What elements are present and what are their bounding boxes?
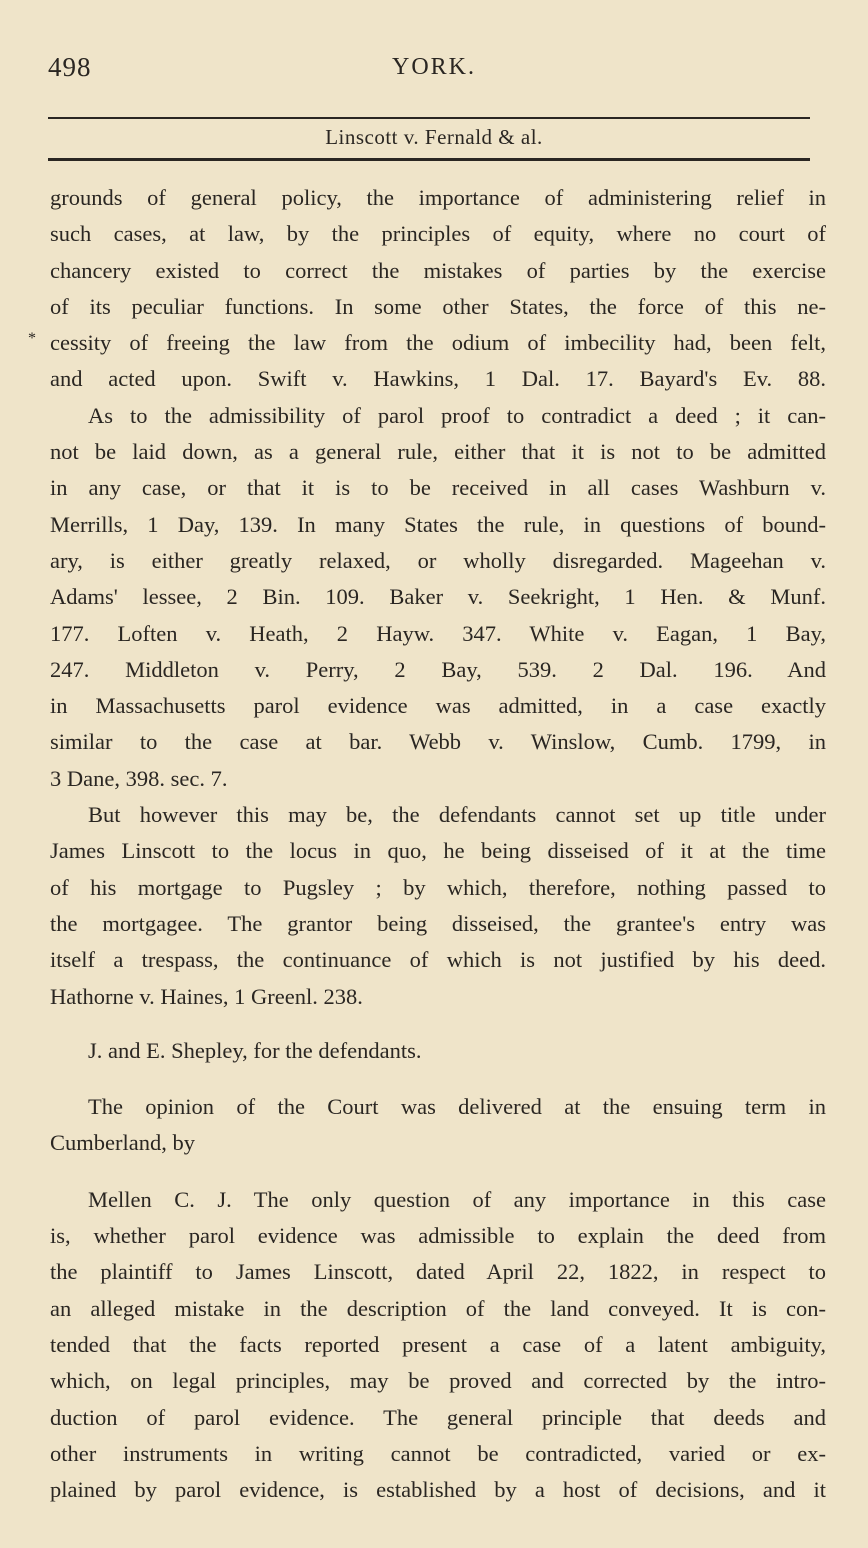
text-line: But however this may be, the defendants cannot set up title under [88,802,826,828]
text-line: plained by parol evidence, is established by a host of decisions, and it [50,1477,826,1503]
text-line: tended that the facts reported present a case of a latent ambiguity, [50,1331,826,1357]
text-line: other instruments in writing cannot be contradicted, varied or ex- [50,1440,826,1466]
text-line: the mortgagee. The grantor being disseised, the grantee's entry was [50,910,826,936]
text-line: chancery existed to correct the mistakes of parties by the exercise [50,257,826,283]
text-line: ary, is either greatly relaxed, or wholly disregarded. Mageehan v. [50,547,826,573]
spacer [50,1069,826,1089]
text-line: grounds of general policy, the importance of administering relief in [50,185,826,210]
text-line: As to the admissibility of parol proof to contradict a deed ; it can- [88,402,826,428]
text-line: duction of parol evidence. The general principle that deeds and [50,1404,826,1430]
text-line: and acted upon. Swift v. Hawkins, 1 Dal. 17. Bayard's Ev. 88. [50,366,826,392]
header-rule-top [48,117,810,119]
page-header [0,52,868,92]
text-line: Cumberland, by [50,1130,195,1156]
text-line: the plaintiff to James Linscott, dated April 22, 1822, in respect to [50,1259,826,1285]
text-line: 177. Loften v. Heath, 2 Hayw. 347. White v. Eagan, 1 Bay, [50,620,826,646]
text-line: The opinion of the Court was delivered at the ensuing term in [88,1094,826,1120]
text-line: which, on legal principles, may be proved and corrected by the intro- [50,1368,826,1394]
page-body [50,180,826,1508]
page-number: 498 [48,52,92,82]
counsel-line: J. and E. Shepley, for the defendants. [88,1037,422,1063]
text-line: 3 Dane, 398. sec. 7. [50,765,228,791]
text-line: Adams' lessee, 2 Bin. 109. Baker v. Seekright, 1 Hen. & Munf. [50,584,826,610]
opinion-start-line: Mellen C. J. The only question of any importance in this case [88,1186,826,1212]
text-line: in any case, or that it is to be received in all cases Washburn v. [50,475,826,501]
text-line: 247. Middleton v. Perry, 2 Bay, 539. 2 Dal. 196. And [50,656,826,682]
text-line: of his mortgage to Pugsley ; by which, therefore, nothing passed to [50,874,826,900]
running-head: YORK. [391,54,476,80]
text-line: in Massachusetts parol evidence was admitted, in a case exactly [50,693,826,719]
text-line: is, whether parol evidence was admissible to explain the deed from [50,1223,826,1249]
text-line: James Linscott to the locus in quo, he being disseised of it at the time [50,838,826,864]
text-line: similar to the case at bar. Webb v. Winslow, Cumb. 1799, in [50,729,826,755]
header-rule-bottom [48,158,810,161]
text-line: itself a trespass, the continuance of which is not justified by his deed. [50,947,826,973]
margin-mark: * [28,330,36,347]
text-line: an alleged mistake in the description of the land conveyed. It is con- [50,1295,826,1321]
text-line: of its peculiar functions. In some other States, the force of this ne- [50,293,826,319]
spacer [50,1015,826,1033]
text-line: cessity of freeing the law from the odium of imbecility had, been felt, [50,330,826,356]
text-line: such cases, at law, by the principles of equity, where no court of [50,221,826,247]
text-line: Hathorne v. Haines, 1 Greenl. 238. [50,983,363,1009]
spacer [50,1162,826,1182]
text-line: Merrills, 1 Day, 139. In many States the rule, in questions of bound- [50,511,826,537]
text-line: not be laid down, as a general rule, either that it is not to be admitted [50,439,826,465]
case-title: Linscott v. Fernald & al. [325,125,543,149]
